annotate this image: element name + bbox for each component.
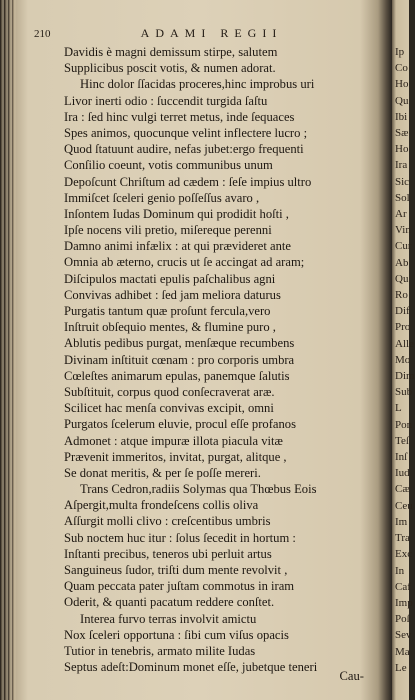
verse-line: Sub noctem huc itur : ſolus ſecedit in hortum :: [64, 530, 296, 545]
facing-page-fragment: Ab: [395, 256, 409, 269]
facing-page-fragment: Pon: [395, 418, 413, 431]
verse-line: Immiſcet ſceleri genio poſſeſſus avaro ,: [64, 190, 260, 205]
facing-page-fragment: Dif: [395, 305, 410, 318]
facing-page-fragment: Ho: [395, 78, 409, 91]
facing-page-fragment: Qu: [395, 272, 409, 285]
facing-page-fragment: Pro: [395, 321, 411, 334]
facing-page-fragment: Co: [395, 62, 408, 75]
facing-page-fragment: Poſ: [395, 613, 410, 626]
verse-line: Septus adeſt:Dominum monet eſſe, jubetque teneri: [64, 660, 318, 675]
verse-line: Aſpergit,multa frondeſcens collis oliva: [64, 498, 259, 513]
facing-page-fragment: Teſ: [395, 434, 409, 447]
facing-page-fragment: Cæ: [395, 483, 410, 496]
verse-line: Spes animos, quocunque velint inflectere lucro ;: [64, 125, 308, 140]
facing-page-fragment: Ceu: [395, 499, 413, 512]
facing-page-fragment: In: [395, 564, 405, 577]
verse-line: Diſcipulos mactati epulis paſchalibus agni: [64, 271, 276, 286]
verse-line: Livor inerti odio : ſuccendit turgida ſaſtu: [64, 93, 268, 108]
verse-line: Cœleſtes animarum epulas, panemque ſalutis: [64, 368, 290, 383]
facing-page-fragment: Iud: [395, 467, 410, 480]
facing-page-edge: [392, 0, 415, 700]
verse-line: Ipſe nocens vili pretio, miſereque perenni: [64, 223, 272, 238]
facing-page-fragment: Imp: [395, 596, 413, 609]
verse-line: Davidis è magni demissum stirpe, salutem: [64, 45, 278, 59]
verse-text: [64, 44, 382, 675]
facing-page-fragment: Ip: [395, 46, 405, 58]
verse-line: Admonet : atque impuræ illota piacula vitæ: [64, 433, 283, 448]
facing-page-fragment: Ho: [395, 143, 409, 156]
page-number: 210: [34, 28, 51, 40]
binding-gutter: [0, 0, 16, 700]
verse-line: Conſilio coeunt, votis communibus unum: [64, 158, 273, 173]
verse-line: Inſontem Iudas Dominum qui prodidit hoſti ,: [64, 206, 289, 221]
facing-page-fragment: Ira: [395, 159, 408, 172]
verse-line: Inſtruit obſequio mentes, & flumine puro ,: [64, 320, 276, 335]
verse-line: Interea furvo terras involvit amictu: [80, 611, 257, 626]
facing-page-fragment: Ibi: [395, 110, 408, 123]
facing-page-fragment: Sev: [395, 629, 412, 642]
verse-line: Quam peccata pater juſtam commotus in iram: [64, 579, 295, 594]
facing-page-fragment: Ro: [395, 289, 408, 302]
verse-line: Sanguineus ſudor, triſti dum mente revolvit ,: [64, 563, 288, 577]
verse-line: Oderit, & quanti pacatum reddere conſtet.: [64, 595, 275, 610]
facing-page-fragment: Sol: [395, 191, 410, 204]
facing-page-fragment: Ma: [395, 645, 410, 658]
verse-line: Damno animi infælix : at qui prævideret ante: [64, 239, 291, 254]
book-page: [16, 0, 386, 700]
verse-line: Tutior in tenebris, armato milite Iudas: [64, 643, 256, 658]
facing-page-fragment: Tra: [395, 532, 410, 545]
page-header: [34, 26, 379, 44]
verse-line: Inſtanti precibus, teneros ubi perluit artus: [64, 546, 272, 561]
facing-page-fragment: Inſ: [395, 451, 408, 464]
facing-page-fragments: [392, 0, 415, 676]
verse-line: Convivas adhibet : ſed jam meliora daturus: [64, 287, 281, 302]
verse-line: Ira : ſed hinc vulgi terret metus, inde ſequaces: [64, 109, 295, 124]
facing-page-fragment: Caf: [395, 580, 411, 593]
facing-page-fragment: Dim: [395, 370, 415, 383]
facing-page-fragment: Qu: [395, 94, 409, 107]
facing-page-fragment: Mo: [395, 353, 411, 366]
verse-line: Supplicibus poscit votis, & numen adorat.: [64, 61, 276, 76]
verse-line: Purgatis tantum quæ proſunt fercula,vero: [64, 304, 271, 318]
facing-page-fragment: Ar: [395, 208, 407, 221]
facing-page-fragment: L: [395, 402, 402, 415]
verse-line: Se donat meritis, & per ſe poſſe mereri.: [64, 465, 261, 480]
verse-line: Prævenit immeritos, invitat, purgat, alitque ,: [64, 449, 287, 464]
verse-line: Purgatos ſcelerum eluvie, procul eſſe profanos: [64, 417, 296, 432]
facing-page-fragment: Sub: [395, 386, 413, 399]
verse-line: Ablutis pedibus purgat, menſæque recumbens: [64, 336, 295, 351]
verse-line: Omnia ab æterno, crucis ut ſe accingat ad aram;: [64, 255, 305, 270]
verse-line: Depoſcunt Chriſtum ad cædem : ſeſe impius ultro: [64, 174, 312, 189]
facing-page-fragment: Im: [395, 515, 408, 528]
verse-line: Aſſurgit molli clivo : creſcentibus umbris: [64, 514, 271, 529]
verse-line: Quod ſtatuunt audire, nefas jubet:ergo frequenti: [64, 142, 304, 157]
verse-line: Nox ſceleri opportuna : ſibi cum viſus opacis: [64, 627, 289, 642]
facing-page-fragment: Cur: [395, 240, 412, 253]
facing-page-fragment: Alle: [395, 337, 414, 350]
verse-line: Scilicet hac menſa convivas excipit, omni: [64, 401, 274, 416]
facing-page-fragment: Sæ: [395, 127, 409, 140]
verse-line: Trans Cedron,radiis Solymas qua Thœbus Eois: [80, 482, 317, 497]
facing-page-fragment: Vin: [395, 224, 411, 237]
verse-line: Subſtituit, corpus quod conſecraverat aræ.: [64, 384, 275, 399]
verse-line: Hinc dolor ſſacidas proceres,hinc improbus uri: [80, 77, 315, 92]
verse-line: Divinam inſtituit cœnam : pro corporis umbra: [64, 352, 295, 367]
running-title: ADAMI REGII: [140, 26, 283, 40]
facing-page-fragment: Le: [395, 661, 407, 674]
catchword: Cau-: [339, 669, 364, 683]
facing-page-fragment: Exc: [395, 548, 413, 561]
facing-page-fragment: Sic: [395, 175, 410, 188]
